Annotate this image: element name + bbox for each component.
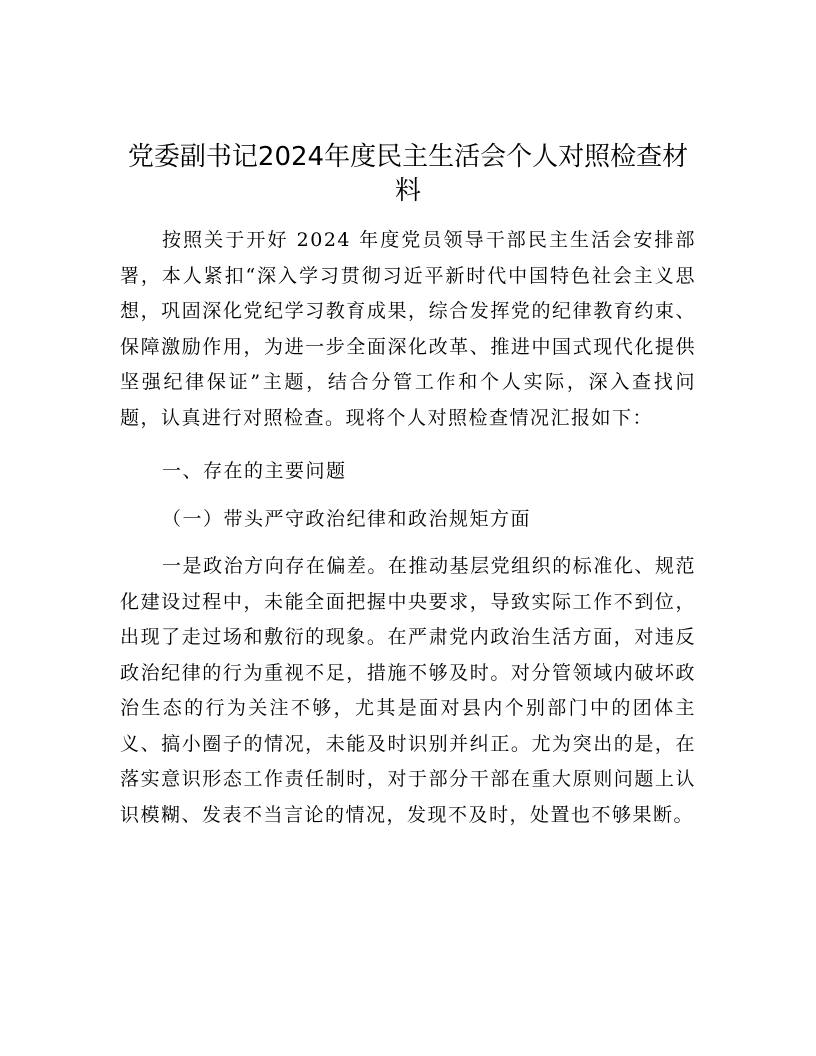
subsection-heading: （一）带头严守政治纪律和政治规矩方面 xyxy=(162,507,532,530)
section-heading: 一、存在的主要问题 xyxy=(162,460,347,482)
intro-paragraph: 按照关于开好 2024 年度党员领导干部民主生活会安排部署，本人紧扣“深入学习贯彻习近平新时代中国特色社会主义思想，巩固深化党纪学习教育成果，综合发挥党的纪律教育约束、保障激励作用，为进一步全面深化改革、推进中国式现代化提供坚强纪律保证”主题，结合分管工作和个人实际，深入查找问题，认真进行对照检查。现将个人对照检查情况汇报如下： xyxy=(120,229,696,429)
document-title: 党委副书记2024年度民主生活会个人对照检查材料 xyxy=(127,142,689,206)
body-paragraph: 一是政治方向存在偏差。在推动基层党组织的标准化、规范化建设过程中，未能全面把握中央要求，导致实际工作不到位，出现了走过场和敷衍的现象。在严肃党内政治生活方面，对违反政治纪律的行为重视不足，措施不够及时。对分管领域内破坏政治生态的行为关注不够，尤其是面对县内个别部门中的团体主义、搞小圈子的情况，未能及时识别并纠正。尤为突出的是，在落实意识形态工作责任制时，对于部分干部在重大原则问题上认识模糊、发表不当言论的情况，发现不及时，处置也不够果断。 xyxy=(120,555,696,826)
